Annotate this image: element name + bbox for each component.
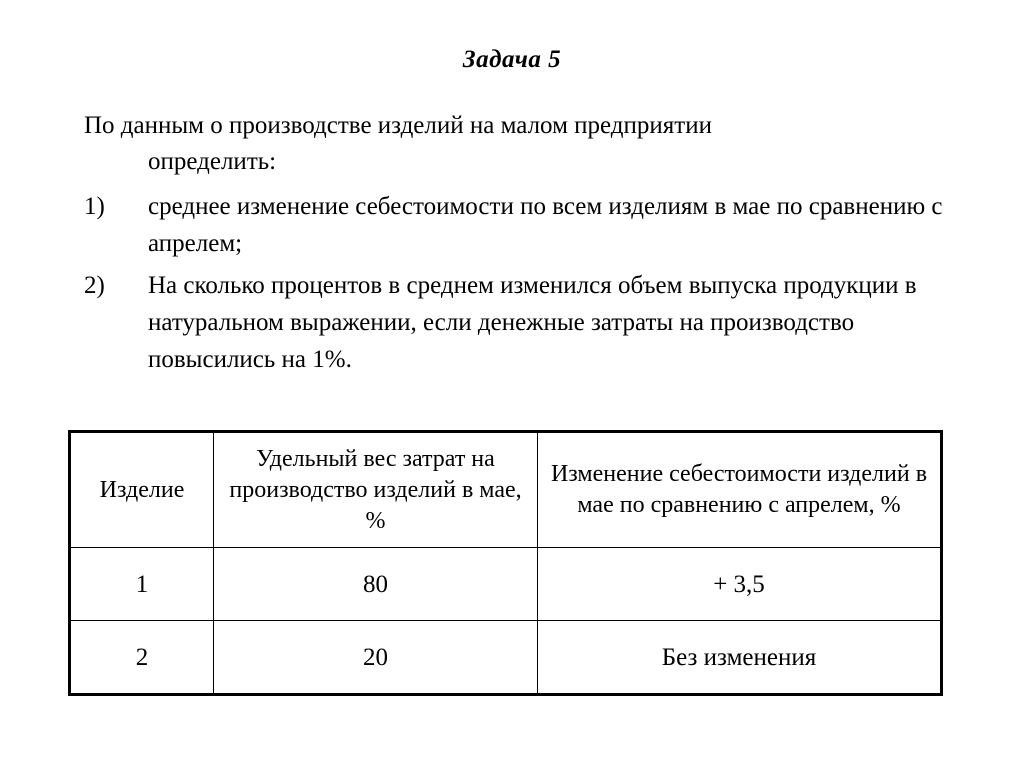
column-header-izdelie: Изделие xyxy=(70,432,214,548)
task-list xyxy=(84,188,956,378)
table-row xyxy=(70,621,942,695)
list-item-text: среднее изменение себестоимости по всем изделиям в мае по сравнению с апрелем; xyxy=(148,193,943,257)
intro-line-2: определить: xyxy=(148,148,277,175)
table-row xyxy=(70,548,942,621)
intro-line-1: По данным о производстве изделий на малом предприятии xyxy=(84,112,712,139)
list-item-marker: 2) xyxy=(84,272,105,299)
list-item xyxy=(84,188,956,262)
list-item-marker: 1) xyxy=(84,193,105,220)
cell-udelnyi-ves: 20 xyxy=(214,621,538,695)
cell-izdelie: 2 xyxy=(70,621,214,695)
list-item xyxy=(84,267,956,378)
data-table-container xyxy=(68,430,940,696)
cell-izmenenie: + 3,5 xyxy=(538,548,942,621)
page-title: Задача 5 xyxy=(462,46,562,73)
cell-izmenenie: Без изменения xyxy=(538,621,942,695)
intro-paragraph xyxy=(84,108,956,180)
cell-izdelie: 1 xyxy=(70,548,214,621)
list-item-text: На сколько процентов в среднем изменился объем выпуска продукции в натуральном выражении, если денежные затраты на производство повысились на 1%. xyxy=(148,272,917,373)
task-body xyxy=(84,108,956,383)
column-header-udelnyi-ves: Удельный вес затрат на производство изделий в мае, % xyxy=(214,432,538,548)
cell-udelnyi-ves: 80 xyxy=(214,548,538,621)
table-header-row xyxy=(70,432,942,548)
data-table xyxy=(68,430,943,696)
column-header-izmenenie-sebestoimosti: Изменение себестоимости изделий в мае по сравнению с апрелем, % xyxy=(538,432,942,548)
